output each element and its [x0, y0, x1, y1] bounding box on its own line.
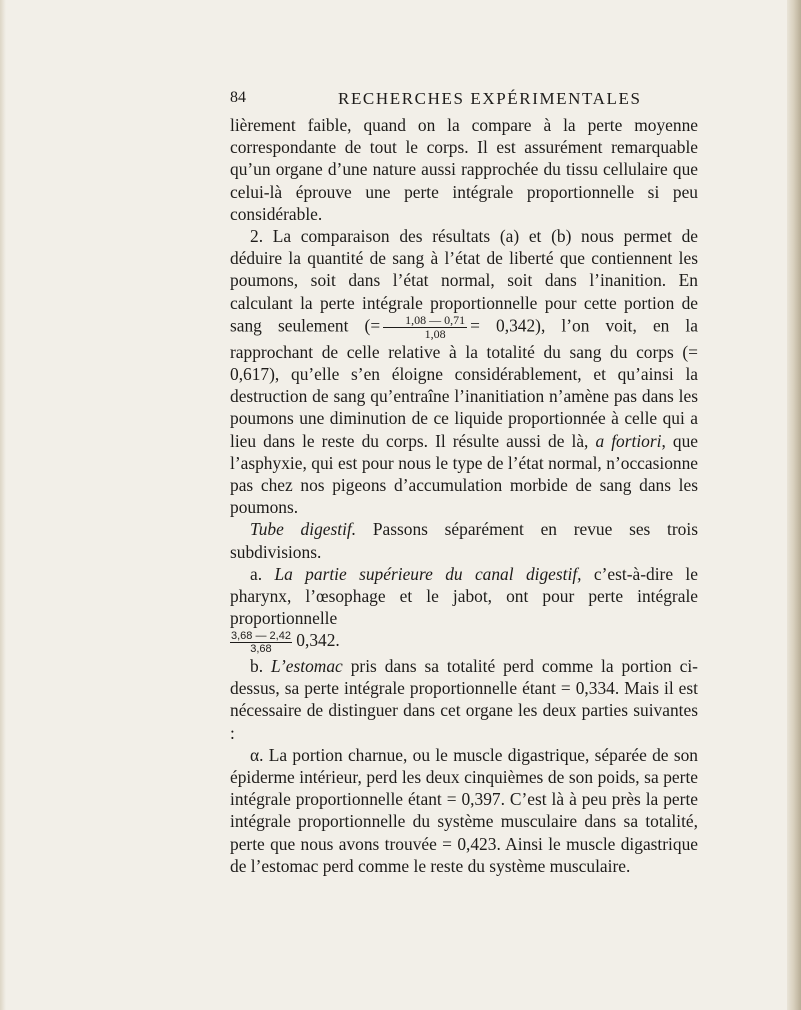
fraction-upper-digestive — [230, 630, 292, 655]
paragraph-4-text: c’est-à-dire le pharynx, l’œsophage et le jabot, ont pour perte intégrale proportionnelle — [230, 563, 698, 629]
paragraph-4-formula — [230, 629, 698, 655]
page-edge-left — [0, 0, 6, 1010]
fraction-upper-digestive-numerator: 3,68 — 2,42 — [231, 629, 291, 642]
paragraph-3-text: Passons séparément en revue ses trois subdivisions. — [230, 519, 698, 562]
section-heading-tube-digestif: Tube digestif. — [250, 519, 357, 540]
paragraph-3 — [230, 518, 698, 562]
fraction-lung-blood-denominator: 1,08 — [424, 326, 446, 341]
paragraph-5-heading: L’estomac — [270, 655, 343, 676]
paragraph-6-label: α. — [250, 744, 264, 765]
paragraph-2-text-before: 2. La comparaison des résultats (a) et (b) nous permet de déduire la quantité de sang à l’état de liberté que contiennent les poumons, soit dans l’état normal, soit dans l’inanition. En calculant la perte intégrale proportionnelle pour cette portion de sang seulement (= — [230, 226, 698, 336]
paragraph-2-text-after: = 0,342), l’on voit, en la rapprochant de celle relative à la totalité du sang du corps (= 0,617), qu’elle s’en éloigne considérablement, et qu’ainsi la destruction de sang qu’entraîne l’inanitiation n’amène pas dans les poumons une diminution de ce liquide proportionnée à celle qui a lieu dans le reste du corps. Il résulte aussi de là, — [230, 315, 698, 451]
paragraph-4-label: a. — [250, 563, 263, 584]
paragraph-2 — [230, 225, 698, 518]
paragraph-6 — [230, 744, 698, 877]
paragraph-5-text: pris dans sa totalité perd comme la portion ci-dessus, sa perte intégrale proportionnelle étant = 0,334. Mais il est nécessaire de distinguer dans cet organe les deux parties suivantes : — [230, 655, 698, 743]
paragraph-2-emphasis: a fortiori — [595, 430, 662, 451]
page-number: 84 — [230, 89, 246, 106]
body-text — [230, 114, 698, 877]
fraction-lung-blood — [383, 314, 467, 341]
page-edge-right — [787, 0, 801, 1010]
paragraph-5 — [230, 655, 698, 744]
running-title: RECHERCHES EXPÉRIMENTALES — [338, 89, 642, 108]
paragraph-4-heading: La partie supérieure du canal digestif, — [274, 563, 582, 584]
paragraph-5-label: b. — [250, 655, 264, 676]
paragraph-2-text-end: , que l’asphyxie, qui est pour nous le type de l’état normal, n’occasionne pas chez nos pigeons d’accumulation morbide de sang dans les poumons. — [230, 430, 698, 518]
paragraph-4 — [230, 563, 698, 630]
paragraph-4-result: 0,342. — [296, 630, 340, 651]
fraction-lung-blood-numerator: 1,08 — 0,71 — [383, 314, 467, 328]
paragraph-6-text: La portion charnue, ou le muscle digastrique, séparée de son épiderme intérieur, perd les deux cinquièmes de son poids, sa perte intégrale proportionnelle étant = 0,397. C’est là à peu près la perte intégrale proportionnelle du système musculaire dans sa totalité, perte que nous avons trouvée = 0,423. Ainsi le muscle digastrique de l’estomac perd comme le reste du système musculaire. — [230, 744, 698, 876]
paragraph-1: lièrement faible, quand on la compare à la perte moyenne correspondante de tout le corps. Il est assurément remarquable qu’un organe d’une nature aussi rapprochée du tissu cellulaire que celui-là éprouve une perte intégrale proportionnelle si peu considérable. — [230, 115, 698, 224]
fraction-upper-digestive-denominator: 3,68 — [250, 642, 272, 655]
page-header — [230, 89, 730, 111]
